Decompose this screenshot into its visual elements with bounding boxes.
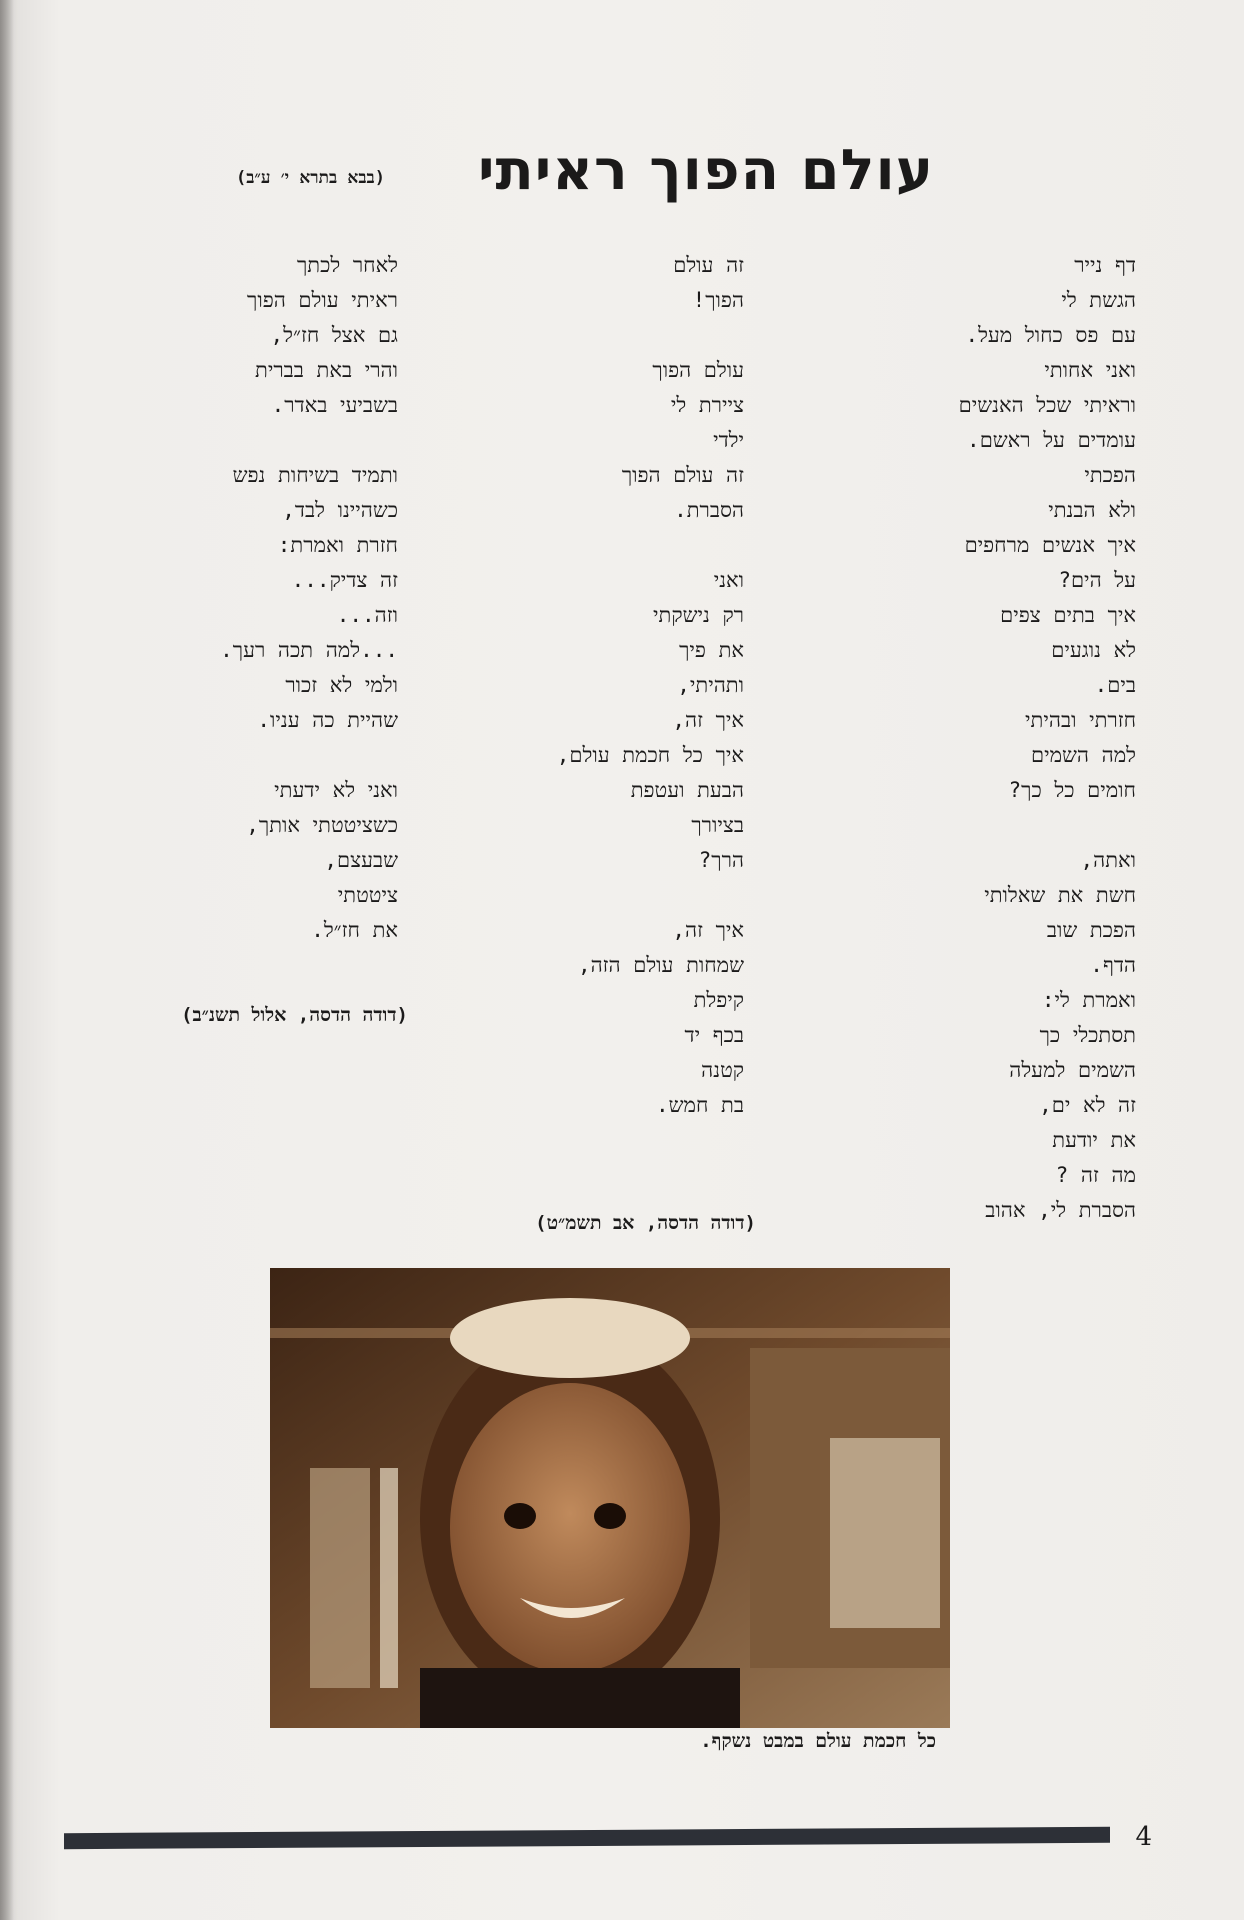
poem-line: חשת את שאלותי xyxy=(984,883,1136,907)
poem-line: ולמי לא זכור xyxy=(285,673,398,697)
poem-line: מה זה ? xyxy=(1055,1163,1136,1187)
poem-line: הסברת לי, אהוב xyxy=(985,1198,1136,1222)
page-title: עולם הפוך ראיתי xyxy=(478,138,934,203)
stanza-break xyxy=(959,808,1136,843)
poem-line: ואמרת לי: xyxy=(1041,988,1136,1012)
poem-line: לאחר לכתך xyxy=(296,253,398,277)
poem-line: זה עולם xyxy=(673,253,744,277)
poem-line: שהיית כה עניו. xyxy=(257,708,398,732)
poem-line: ציירת לי xyxy=(670,393,744,417)
poem-line: ולא הבנתי xyxy=(1048,498,1136,522)
poem-line: עומדים על ראשם. xyxy=(967,428,1136,452)
poem-line: ואתה, xyxy=(1080,848,1136,872)
poem-line: עם פס כחול מעל. xyxy=(965,323,1136,347)
poem-line: עולם הפוך xyxy=(652,358,744,382)
poem-column-middle xyxy=(557,248,744,1123)
poem-line: ותהיתי, xyxy=(677,673,744,697)
poem-line: הפכתי xyxy=(1084,463,1136,487)
poem-line: חומים כל כך? xyxy=(1008,778,1136,802)
poem-line: דף נייר xyxy=(1074,253,1136,277)
poem-line: והרי באת בברית xyxy=(255,358,398,382)
poem-line: בת חמש. xyxy=(656,1093,744,1117)
poem-line: בציורך xyxy=(691,813,744,837)
poem-line: את יודעת xyxy=(1052,1128,1136,1152)
stanza-break xyxy=(220,738,398,773)
signature-left: (דודה הדסה, אלול תשנ״ב) xyxy=(181,1004,408,1026)
source-reference: (בבא בתרא י׳ ע״ב) xyxy=(236,168,385,188)
stanza-break xyxy=(220,423,398,458)
poem-line: כשציטטתי אותך, xyxy=(246,813,398,837)
poem-line: את פיך xyxy=(679,638,744,662)
poem-line: ואני אחותי xyxy=(1044,358,1136,382)
poem-line: תסתכלי כך xyxy=(1039,1023,1136,1047)
poem-line: וזה... xyxy=(336,603,398,627)
stanza-break xyxy=(557,528,744,563)
poem-line: ראיתי עולם הפוך xyxy=(247,288,398,312)
poem-line: למה השמים xyxy=(1031,743,1136,767)
poem-line: הגשת לי xyxy=(1061,288,1136,312)
stanza-break xyxy=(557,878,744,913)
poem-line: ...למה תכה רעך. xyxy=(220,638,398,662)
poem-line: איך כל חכמת עולם, xyxy=(556,743,744,767)
poem-line: השמים למעלה xyxy=(1009,1058,1136,1082)
page-number: 4 xyxy=(1135,1822,1152,1852)
poem-line: איך זה, xyxy=(672,918,744,942)
stanza-break xyxy=(557,318,744,353)
poem-line: שבעצם, xyxy=(324,848,398,872)
poem-line: איך זה, xyxy=(672,708,744,732)
poem-line: הרך? xyxy=(698,848,744,872)
poem-line: זה לא ים, xyxy=(1039,1093,1136,1117)
poem-line: בים. xyxy=(1094,673,1136,697)
poem-line: חזרת ואמרת: xyxy=(277,533,398,557)
poem-line: ותמיד בשיחות נפש xyxy=(232,463,398,487)
poem-line: על הים? xyxy=(1058,568,1136,592)
poem-line: גם אצל חז״ל, xyxy=(270,323,398,347)
poem-line: קטנה xyxy=(701,1058,744,1082)
poem-line: ילדי xyxy=(713,428,744,452)
book-spine-shadow xyxy=(0,0,14,1920)
poem-line: חזרתי ובהיתי xyxy=(1025,708,1136,732)
poem-line: הבעת ועטפת xyxy=(630,778,744,802)
poem-line: וראיתי שכל האנשים xyxy=(958,393,1136,417)
child-photo xyxy=(270,1268,950,1728)
signature-middle: (דודה הדסה, אב תשמ״ט) xyxy=(535,1212,756,1234)
poem-line: זה עולם הפוך xyxy=(621,463,744,487)
poem-line: רק נישקתי xyxy=(653,603,744,627)
poem-line: כשהיינו לבד, xyxy=(282,498,398,522)
poem-line: זה צדיק... xyxy=(291,568,398,592)
poem-line: הפכת שוב xyxy=(1046,918,1136,942)
poem-line: קיפלת xyxy=(693,988,744,1012)
photo-caption: כל חכמת עולם במבט נשקף. xyxy=(700,1730,936,1752)
poem-line: ואני xyxy=(713,568,744,592)
poem-line: ציטטתי xyxy=(337,883,398,907)
poem-line: ואני לא ידעתי xyxy=(274,778,398,802)
poem-line: הפוך! xyxy=(692,288,744,312)
poem-line: הסברת. xyxy=(674,498,744,522)
poem-line: הדף. xyxy=(1090,953,1136,977)
poem-line: בכף יד xyxy=(684,1023,744,1047)
poem-line: לא נוגעים xyxy=(1051,638,1136,662)
poem-line: את חז״ל. xyxy=(311,918,398,942)
poem-line: שמחות עולם הזה, xyxy=(577,953,744,977)
poem-column-right xyxy=(959,248,1136,1228)
footer-bar xyxy=(64,1827,1110,1849)
poem-line: בשביעי באדר. xyxy=(271,393,398,417)
poem-line: איך אנשים מרחפים xyxy=(964,533,1136,557)
poem-column-left xyxy=(220,248,398,948)
poem-line: איך בתים צפים xyxy=(1000,603,1136,627)
